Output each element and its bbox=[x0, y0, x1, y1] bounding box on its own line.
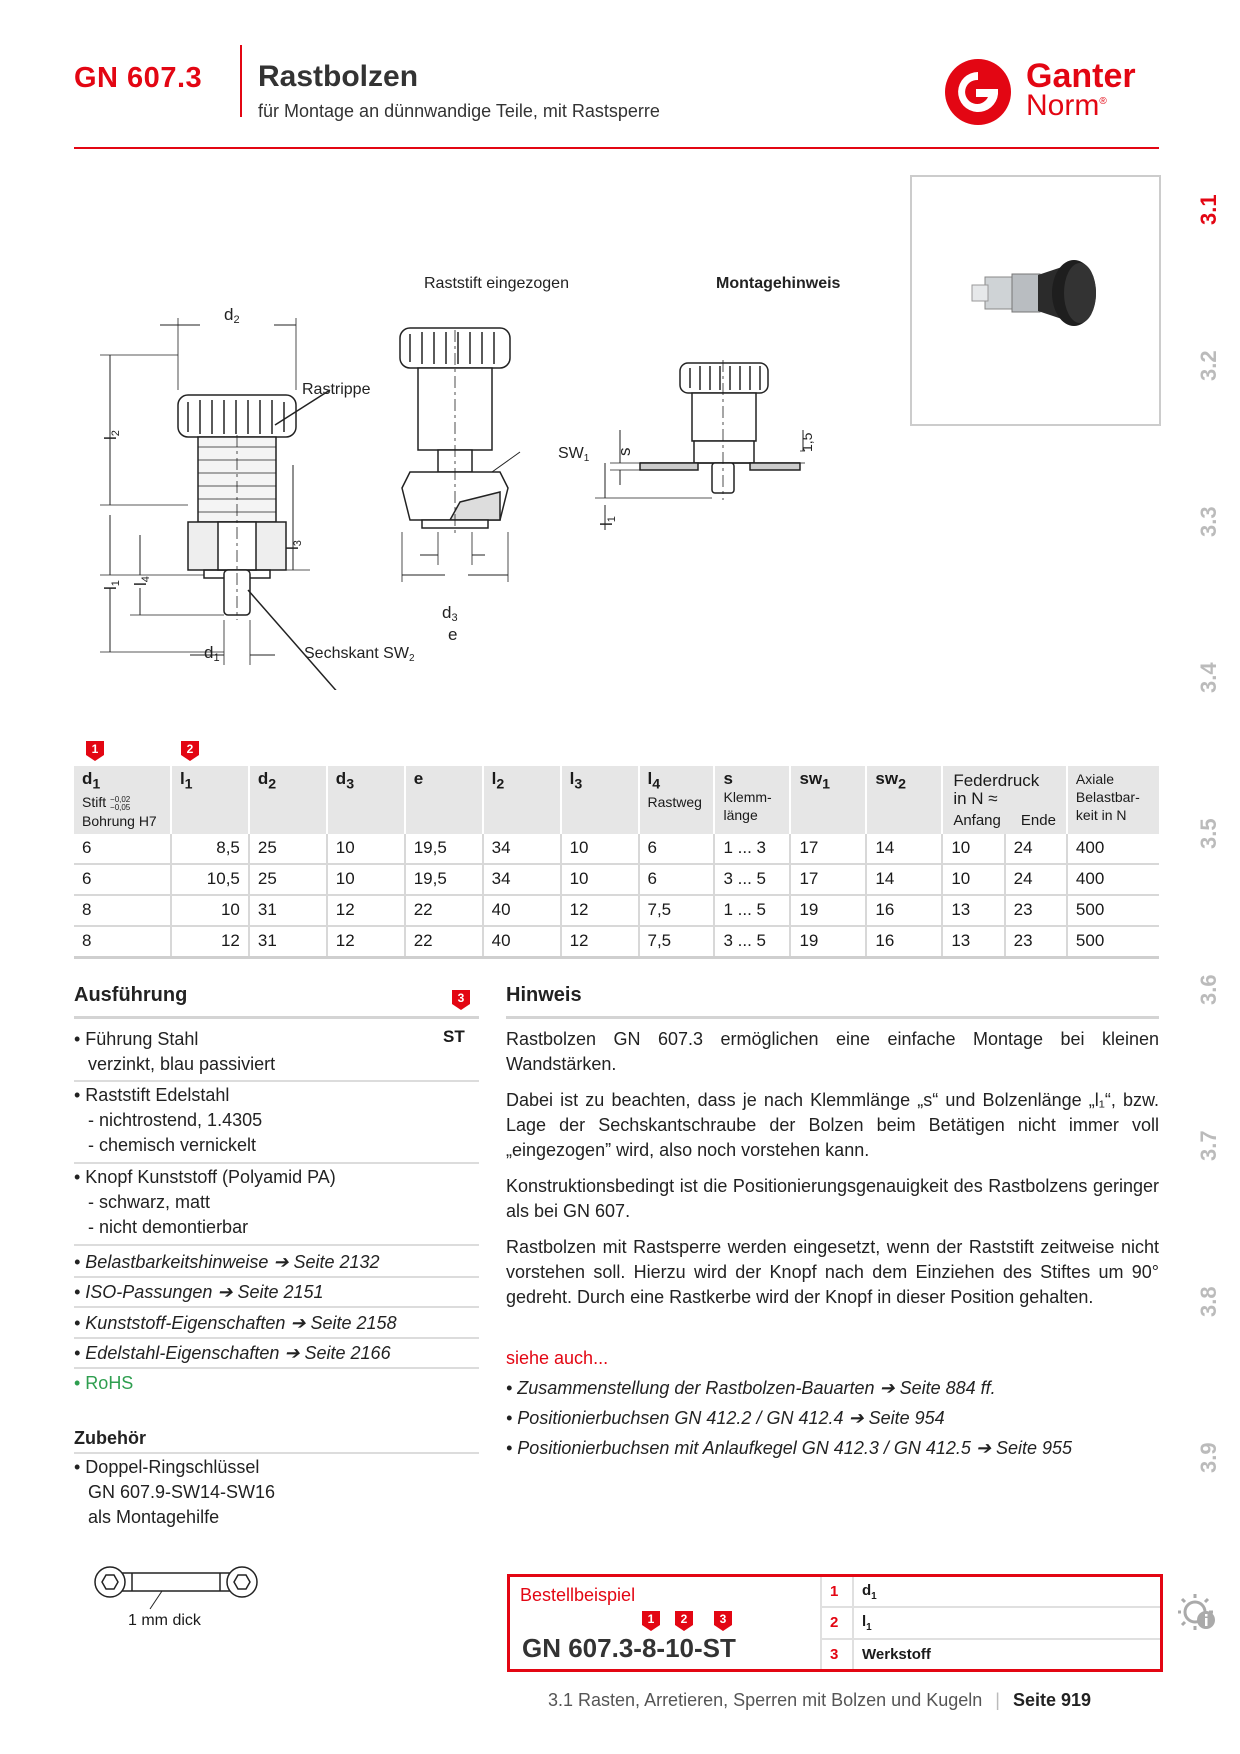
hinweis-paragraph-4: Rastbolzen mit Rastsperre werden eingesetzt, wenn der Raststift zeitweise nicht vorstehen soll. Hierzu wird der Knopf nach dem Einziehen des Stiftes um 90° gedreht. Durch eine Rastkerbe wird der Knopf in dieser Position gehalten. bbox=[506, 1237, 1159, 1307]
side-index-3-2[interactable]: 3.2 bbox=[1196, 350, 1221, 382]
table-cell: 31 bbox=[249, 926, 327, 958]
th-l1: $l_1$ bbox=[171, 766, 249, 834]
link-positionierbuchsen[interactable]: • Positionierbuchsen GN 412.2 / GN 412.4 ➔ Seite 954 bbox=[506, 1408, 945, 1428]
table-cell: 17 bbox=[790, 864, 866, 895]
table-cell: 500 bbox=[1067, 895, 1159, 926]
logo-text-ganter: Ganter bbox=[1026, 57, 1136, 95]
table-cell: 16 bbox=[866, 895, 942, 926]
table-cell: 25 bbox=[249, 864, 327, 895]
header-divider bbox=[240, 45, 242, 117]
th-d2: $d_2$ bbox=[249, 766, 327, 834]
header-rule bbox=[74, 147, 1159, 149]
order-code: GN 607.3-8-10-ST bbox=[522, 1633, 736, 1663]
table-cell: 12 bbox=[171, 926, 249, 958]
item-rule bbox=[74, 1244, 479, 1246]
link-belastbarkeit[interactable]: • Belastbarkeitshinweise ➔ Seite 2132 bbox=[74, 1252, 380, 1272]
dim-l2: l2 bbox=[101, 430, 122, 440]
table-cell: 10 bbox=[327, 864, 405, 895]
table-cell: 7,5 bbox=[639, 895, 715, 926]
item-rule bbox=[74, 1162, 479, 1164]
table-cell: 400 bbox=[1067, 864, 1159, 895]
item-rule bbox=[74, 1276, 479, 1278]
table-cell: 10 bbox=[327, 834, 405, 864]
table-cell: 8 bbox=[74, 895, 171, 926]
th-s: s Klemm-länge bbox=[714, 766, 790, 834]
order-legend-d1: $d_1$ bbox=[853, 1577, 1160, 1607]
table-cell: 14 bbox=[866, 864, 942, 895]
th-l3: $l_3$ bbox=[561, 766, 639, 834]
dim-l1-mount: l1 bbox=[597, 516, 618, 526]
hinweis-paragraph-3: Konstruktionsbedingt ist die Positionierungsgenauigkeit des Rastbolzens geringer als bei GN 607. bbox=[506, 1176, 1159, 1221]
th-l2: $l_2$ bbox=[483, 766, 561, 834]
item-rule bbox=[74, 1306, 479, 1308]
page-title: Rastbolzen bbox=[258, 60, 419, 93]
table-cell: 7,5 bbox=[639, 926, 715, 958]
dim-1-5: 1,5 bbox=[799, 432, 815, 452]
order-legend-num: 2 bbox=[821, 1607, 853, 1638]
table-cell: 10 bbox=[942, 864, 1004, 895]
th-ende: Ende bbox=[1020, 812, 1056, 829]
item-rule bbox=[74, 1367, 479, 1369]
table-cell: 6 bbox=[74, 834, 171, 864]
material-code-st: ST bbox=[443, 1027, 465, 1046]
dimension-table bbox=[74, 766, 1159, 959]
dim-d3: d3 bbox=[442, 603, 458, 624]
link-edelstahl[interactable]: • Edelstahl-Eigenschaften ➔ Seite 2166 bbox=[74, 1343, 391, 1363]
list-item-fuehrung: • Führung Stahl verzinkt, blau passiviert bbox=[74, 1029, 276, 1074]
ganter-logo-icon bbox=[940, 55, 1020, 130]
side-index-3-5[interactable]: 3.5 bbox=[1196, 818, 1221, 850]
table-row bbox=[74, 926, 1159, 958]
list-item-knopf: • Knopf Kunststoff (Polyamid PA) - schwarz, matt - nicht demontierbar bbox=[74, 1167, 336, 1237]
table-cell: 34 bbox=[483, 834, 561, 864]
footer-chapter: 3.1 Rasten, Arretieren, Sperren mit Bolzen und Kugeln bbox=[548, 1690, 983, 1710]
page-subtitle: für Montage an dünnwandige Teile, mit Rastsperre bbox=[258, 101, 660, 121]
view3-title: Montagehinweis bbox=[716, 275, 841, 292]
dim-s: s bbox=[615, 447, 634, 456]
th-d3: $d_3$ bbox=[327, 766, 405, 834]
side-index-3-1[interactable]: 3.1 bbox=[1196, 194, 1221, 226]
side-index-3-4[interactable]: 3.4 bbox=[1196, 662, 1221, 694]
table-row bbox=[74, 864, 1159, 895]
siehe-auch-label: siehe auch... bbox=[506, 1348, 609, 1368]
table-cell: 8,5 bbox=[171, 834, 249, 864]
table-cell: 25 bbox=[249, 834, 327, 864]
table-cell: 10 bbox=[171, 895, 249, 926]
table-cell: 500 bbox=[1067, 926, 1159, 958]
section-ausfuehrung-title: Ausführung bbox=[74, 984, 188, 1006]
table-cell: 24 bbox=[1005, 864, 1067, 895]
th-federdruck: Federdruck in N ≈ Anfang Ende bbox=[942, 766, 1067, 834]
table-row bbox=[74, 834, 1159, 864]
table-cell: 24 bbox=[1005, 834, 1067, 864]
side-index-3-7[interactable]: 3.7 bbox=[1196, 1130, 1221, 1162]
rohs-label: • RoHS bbox=[74, 1373, 134, 1393]
ganter-norm-logo bbox=[940, 55, 1170, 130]
table-cell: 19,5 bbox=[405, 864, 483, 895]
marker-3-order: 3 bbox=[714, 1611, 732, 1631]
th-e: e bbox=[405, 766, 483, 834]
marker-1-order: 1 bbox=[642, 1611, 660, 1631]
marker-2-order: 2 bbox=[675, 1611, 693, 1631]
dim-d1: d1 bbox=[204, 643, 220, 664]
table-cell: 12 bbox=[327, 895, 405, 926]
table-cell: 22 bbox=[405, 926, 483, 958]
side-index-3-3[interactable]: 3.3 bbox=[1196, 506, 1221, 538]
hinweis-paragraph-2: Dabei ist zu beachten, dass je nach Klemmlänge „s“ und Bolzenlänge „l₁“, bzw. Lage der Sechskantschraube der Bolzen beim Betätigen nicht immer voll „eingezogen” wird, also noch vorstehen kann. bbox=[506, 1090, 1159, 1160]
table-cell: 23 bbox=[1005, 895, 1067, 926]
table-cell: 17 bbox=[790, 834, 866, 864]
table-body bbox=[74, 834, 1159, 958]
table-cell: 19 bbox=[790, 895, 866, 926]
table-cell: 16 bbox=[866, 926, 942, 958]
section-rule bbox=[74, 1452, 479, 1454]
table-cell: 6 bbox=[74, 864, 171, 895]
side-index-3-6[interactable]: 3.6 bbox=[1196, 974, 1221, 1006]
section-rule bbox=[506, 1016, 1159, 1019]
table-cell: 10 bbox=[942, 834, 1004, 864]
table-cell: 19,5 bbox=[405, 834, 483, 864]
table-cell: 10,5 bbox=[171, 864, 249, 895]
label-sechskant: Sechskant SW2 bbox=[304, 645, 415, 664]
dim-l1: l1 bbox=[101, 580, 122, 590]
side-index-3-9[interactable]: 3.9 bbox=[1196, 1442, 1221, 1474]
th-sw1: $sw_1$ bbox=[790, 766, 866, 834]
table-cell: 12 bbox=[561, 926, 639, 958]
footer bbox=[548, 1690, 1091, 1711]
list-item-raststift: • Raststift Edelstahl - nichtrostend, 1.4305 - chemisch vernickelt bbox=[74, 1085, 263, 1155]
technical-drawings bbox=[100, 270, 900, 690]
th-sw2: $sw_2$ bbox=[866, 766, 942, 834]
footer-page: Seite 919 bbox=[1012, 1690, 1092, 1710]
table-cell: 40 bbox=[483, 926, 561, 958]
th-l4: $l_4$ Rastweg bbox=[639, 766, 715, 834]
item-rule bbox=[74, 1080, 479, 1082]
link-kunststoff[interactable]: • Kunststoff-Eigenschaften ➔ Seite 2158 bbox=[74, 1313, 397, 1333]
logo-text-norm: Norm® bbox=[1026, 89, 1107, 122]
table-cell: 10 bbox=[561, 834, 639, 864]
table-cell: 23 bbox=[1005, 926, 1067, 958]
section-zubehoer-title: Zubehör bbox=[74, 1428, 146, 1448]
th-d1: $d_1$ Stift −0,02 −0,05 Bohrung H7 bbox=[74, 766, 171, 834]
table-cell: 1 ... 5 bbox=[714, 895, 790, 926]
order-legend-num: 1 bbox=[821, 1577, 853, 1607]
th-anfang: Anfang bbox=[953, 812, 1001, 829]
link-iso-passungen[interactable]: • ISO-Passungen ➔ Seite 2151 bbox=[74, 1282, 324, 1302]
table-cell: 6 bbox=[639, 834, 715, 864]
table-cell: 400 bbox=[1067, 834, 1159, 864]
item-rule bbox=[74, 1337, 479, 1339]
table-cell: 3 ... 5 bbox=[714, 926, 790, 958]
table-cell: 6 bbox=[639, 864, 715, 895]
link-rastbolzen-bauarten[interactable]: • Zusammenstellung der Rastbolzen-Bauarten ➔ Seite 884 ff. bbox=[506, 1378, 996, 1398]
dim-l4: l4 bbox=[131, 576, 152, 586]
th-axiale: Axiale Belastbar-keit in N bbox=[1067, 766, 1159, 834]
product-code: GN 607.3 bbox=[74, 62, 203, 94]
list-item-ringschluessel: • Doppel-Ringschlüssel GN 607.9-SW14-SW16 als Montagehilfe bbox=[74, 1457, 276, 1527]
wrench-label: 1 mm dick bbox=[128, 1612, 201, 1629]
marker-3-ausfuehrung: 3 bbox=[452, 990, 470, 1010]
bestellbeispiel-title: Bestellbeispiel bbox=[520, 1585, 636, 1605]
table-cell: 13 bbox=[942, 895, 1004, 926]
order-legend-l1: $l_1$ bbox=[853, 1607, 1160, 1638]
view2-title: Raststift eingezogen bbox=[424, 275, 569, 292]
link-positionierbuchsen-anlaufkegel[interactable]: • Positionierbuchsen mit Anlaufkegel GN 412.3 / GN 412.5 ➔ Seite 955 bbox=[506, 1438, 1073, 1458]
marker-1-table: 1 bbox=[86, 741, 104, 761]
table-row bbox=[74, 895, 1159, 926]
table-cell: 34 bbox=[483, 864, 561, 895]
table-cell: 10 bbox=[561, 864, 639, 895]
dim-d2: d2 bbox=[224, 305, 240, 326]
table-cell: 12 bbox=[327, 926, 405, 958]
section-hinweis-title: Hinweis bbox=[506, 984, 582, 1006]
hinweis-paragraph-1: Rastbolzen GN 607.3 ermöglichen eine einfache Montage bei kleinen Wandstärken. bbox=[506, 1029, 1159, 1074]
dim-e: e bbox=[448, 625, 458, 644]
footer-separator: | bbox=[995, 1690, 1000, 1710]
gear-info-icon[interactable] bbox=[1178, 1592, 1218, 1632]
table-cell: 19 bbox=[790, 926, 866, 958]
order-legend-werkstoff: Werkstoff bbox=[853, 1639, 1160, 1669]
product-photo bbox=[910, 175, 1161, 426]
table-cell: 14 bbox=[866, 834, 942, 864]
table-cell: 12 bbox=[561, 895, 639, 926]
table-cell: 8 bbox=[74, 926, 171, 958]
order-legend-table bbox=[820, 1577, 1160, 1669]
table-cell: 40 bbox=[483, 895, 561, 926]
order-legend-num: 3 bbox=[821, 1639, 853, 1669]
bestellbeispiel-box bbox=[507, 1574, 1163, 1672]
table-cell: 13 bbox=[942, 926, 1004, 958]
side-index-3-8[interactable]: 3.8 bbox=[1196, 1286, 1221, 1318]
table-cell: 1 ... 3 bbox=[714, 834, 790, 864]
table-cell: 22 bbox=[405, 895, 483, 926]
marker-2-table: 2 bbox=[181, 741, 199, 761]
table-cell: 31 bbox=[249, 895, 327, 926]
dim-l3: l3 bbox=[283, 540, 304, 550]
table-cell: 3 ... 5 bbox=[714, 864, 790, 895]
label-rastrippe: Rastrippe bbox=[302, 381, 371, 398]
label-sw1: SW1 bbox=[558, 445, 590, 464]
section-rule bbox=[74, 1016, 479, 1019]
